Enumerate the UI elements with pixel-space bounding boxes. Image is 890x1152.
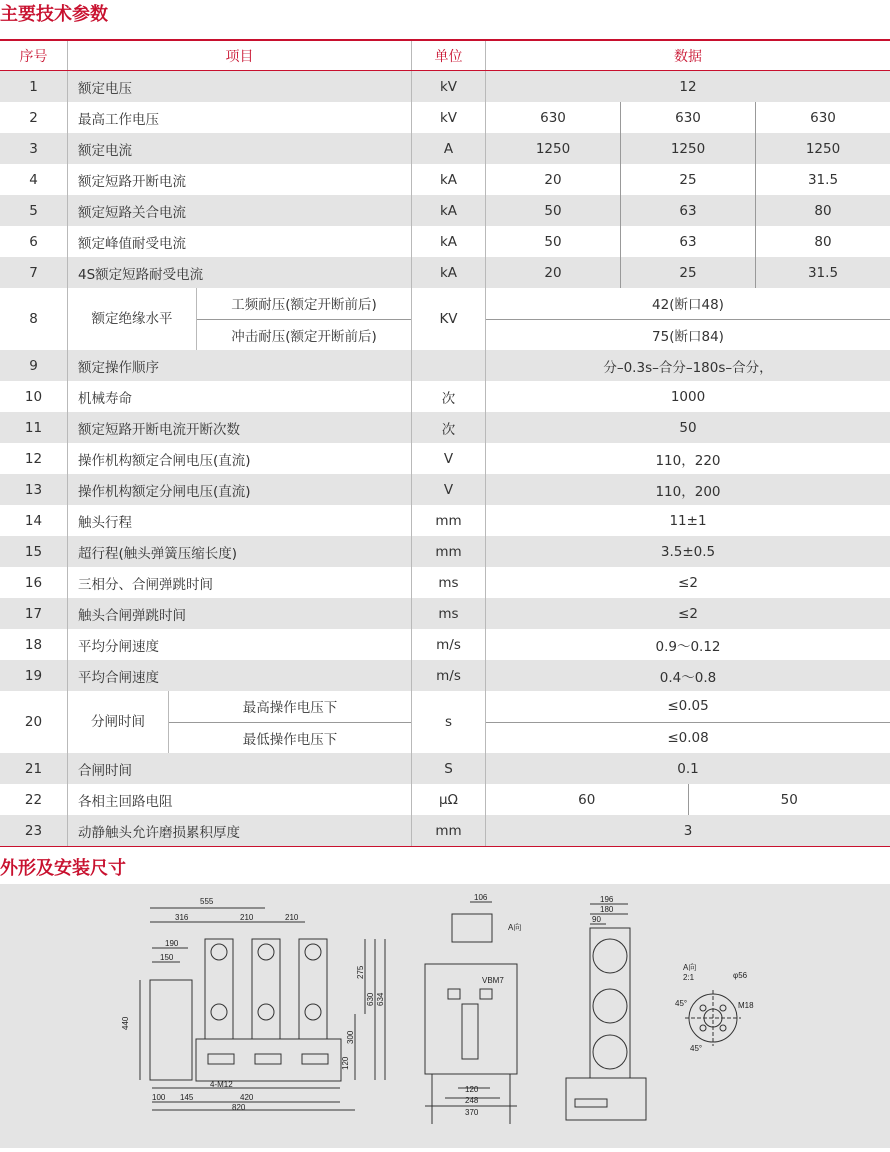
row-no: 4: [0, 164, 68, 195]
row-value: 31.5: [756, 164, 890, 195]
dim-label: 210: [240, 913, 254, 922]
dim-label: 106: [474, 893, 488, 902]
dim-label: M18: [738, 1001, 754, 1010]
row-data: [486, 257, 890, 288]
row-value: 1250: [621, 133, 756, 164]
row-value: 60: [486, 784, 689, 815]
row-value: 50: [486, 195, 621, 226]
row-value: 31.5: [756, 257, 890, 288]
row-sub-items: [197, 288, 411, 350]
header-item: 项目: [68, 41, 412, 70]
row-sub-item: 工频耐压(额定开断前后): [197, 288, 411, 320]
row-sub-item: 最高操作电压下: [169, 691, 411, 723]
row-unit: kA: [412, 164, 486, 195]
row-no: 11: [0, 412, 68, 443]
dim-label: 145: [180, 1093, 194, 1102]
row-unit: ms: [412, 567, 486, 598]
dim-label: 634: [376, 992, 385, 1006]
row-item: 机械寿命: [68, 381, 412, 412]
row-data: ≤2: [486, 598, 890, 629]
row-unit: kV: [412, 102, 486, 133]
dim-label: 420: [240, 1093, 254, 1102]
row-no: 1: [0, 71, 68, 102]
row-value: 25: [621, 257, 756, 288]
table-row: [0, 257, 890, 288]
row-value: 1250: [756, 133, 890, 164]
row-data: 0.1: [486, 753, 890, 784]
row-value: 20: [486, 164, 621, 195]
dim-label: 370: [465, 1108, 479, 1117]
row-value: 50: [689, 784, 890, 815]
row-item: 操作机构额定分闸电压(直流): [68, 474, 412, 505]
row-value: 42(断口48): [486, 288, 890, 320]
row-data: 110，200: [486, 474, 890, 505]
dim-label: 248: [465, 1096, 479, 1105]
row-no: 9: [0, 350, 68, 381]
dim-label: 275: [356, 965, 365, 979]
table-row: [0, 195, 890, 226]
row-item: 操作机构额定合闸电压(直流): [68, 443, 412, 474]
row-value: 50: [486, 226, 621, 257]
header-unit: 单位: [412, 41, 486, 70]
row-data: [486, 164, 890, 195]
table-header: [0, 41, 890, 71]
table-row: [0, 505, 890, 536]
row-group-label: 额定绝缘水平: [68, 288, 197, 350]
row-no: 23: [0, 815, 68, 846]
dim-label: 820: [232, 1103, 246, 1112]
row-no: 21: [0, 753, 68, 784]
row-no: 17: [0, 598, 68, 629]
row-value: 1250: [486, 133, 621, 164]
dimension-drawing-svg: [0, 884, 890, 1148]
row-item: 动静触头允许磨损累积厚度: [68, 815, 412, 846]
row-value: ≤0.05: [486, 691, 890, 723]
row-unit: 次: [412, 412, 486, 443]
table-row: [0, 443, 890, 474]
row-unit: μΩ: [412, 784, 486, 815]
section-title-dimensions: 外形及安装尺寸: [0, 854, 126, 880]
row-sub-item: 冲击耐压(额定开断前后): [197, 320, 411, 351]
scale-label: 2:1: [683, 973, 695, 982]
row-no: 3: [0, 133, 68, 164]
row-value: 80: [756, 195, 890, 226]
dim-label: 150: [160, 953, 174, 962]
table-row: [0, 474, 890, 505]
row-no: 8: [0, 288, 68, 350]
table-row: [0, 412, 890, 443]
dim-label: 45°: [690, 1044, 702, 1053]
row-unit: S: [412, 753, 486, 784]
table-row: [0, 598, 890, 629]
row-group-label: 分闸时间: [68, 691, 169, 753]
row-data: 1000: [486, 381, 890, 412]
row-no: 20: [0, 691, 68, 753]
row-no: 13: [0, 474, 68, 505]
row-no: 16: [0, 567, 68, 598]
row-no: 14: [0, 505, 68, 536]
table-row-insulation: [0, 288, 890, 350]
row-data: 0.9～0.12: [486, 629, 890, 660]
table-row: [0, 567, 890, 598]
row-data: 3: [486, 815, 890, 846]
row-data: 3.5±0.5: [486, 536, 890, 567]
row-unit: [412, 350, 486, 381]
row-value: 63: [621, 195, 756, 226]
dim-label: 210: [285, 913, 299, 922]
row-item: 触头合闸弹跳时间: [68, 598, 412, 629]
row-sub-items: [169, 691, 411, 753]
row-item: 额定峰值耐受电流: [68, 226, 412, 257]
row-unit: V: [412, 443, 486, 474]
row-data: [486, 288, 890, 350]
dim-label: 100: [152, 1093, 166, 1102]
row-item: 超行程(触头弹簧压缩长度): [68, 536, 412, 567]
table-row: [0, 536, 890, 567]
table-row: [0, 133, 890, 164]
table-row: [0, 350, 890, 381]
row-data: [486, 226, 890, 257]
row-data: ≤2: [486, 567, 890, 598]
table-row-opening-time: [0, 691, 890, 753]
row-unit: mm: [412, 536, 486, 567]
row-data: 50: [486, 412, 890, 443]
table-row: [0, 102, 890, 133]
row-no: 10: [0, 381, 68, 412]
header-no: 序号: [0, 41, 68, 70]
parameters-table: [0, 39, 890, 847]
dim-label: 555: [200, 897, 214, 906]
dim-label: φ56: [733, 971, 748, 980]
row-unit: 次: [412, 381, 486, 412]
row-item: 平均合闸速度: [68, 660, 412, 691]
row-no: 18: [0, 629, 68, 660]
row-no: 12: [0, 443, 68, 474]
dim-label: 180: [600, 905, 614, 914]
row-value: 630: [756, 102, 890, 133]
row-item: 平均分闸速度: [68, 629, 412, 660]
table-row: [0, 784, 890, 815]
row-data: 0.4～0.8: [486, 660, 890, 691]
row-no: 5: [0, 195, 68, 226]
dim-label: 120: [341, 1056, 350, 1070]
dim-label: 630: [366, 992, 375, 1006]
dim-label: 300: [346, 1030, 355, 1044]
row-data: [486, 195, 890, 226]
table-row: [0, 629, 890, 660]
table-row: [0, 753, 890, 784]
dim-label: 196: [600, 895, 614, 904]
dim-label: A向: [508, 922, 521, 932]
dim-label: 90: [592, 915, 601, 924]
dim-label: 190: [165, 939, 179, 948]
row-value: 630: [621, 102, 756, 133]
row-data: [486, 691, 890, 753]
dim-label: 45°: [675, 999, 687, 1008]
row-value: 80: [756, 226, 890, 257]
row-item: 触头行程: [68, 505, 412, 536]
row-data: 11±1: [486, 505, 890, 536]
table-row: [0, 815, 890, 846]
row-unit: m/s: [412, 660, 486, 691]
row-data: 12: [486, 71, 890, 102]
row-no: 7: [0, 257, 68, 288]
view-label: A向: [683, 962, 696, 972]
row-unit: mm: [412, 815, 486, 846]
row-data: [486, 133, 890, 164]
row-item: 额定电压: [68, 71, 412, 102]
row-item: 额定短路开断电流: [68, 164, 412, 195]
row-unit: A: [412, 133, 486, 164]
dim-label: 316: [175, 913, 189, 922]
dim-label: 4-M12: [210, 1080, 233, 1089]
table-row: [0, 660, 890, 691]
model-label: VBM7: [482, 976, 504, 985]
row-data: 110，220: [486, 443, 890, 474]
row-value: 20: [486, 257, 621, 288]
header-data: 数据: [486, 41, 890, 70]
row-value: 63: [621, 226, 756, 257]
row-value: 75(断口84): [486, 320, 890, 351]
row-data: [486, 784, 890, 815]
row-value: 25: [621, 164, 756, 195]
row-unit: kA: [412, 195, 486, 226]
row-unit: ms: [412, 598, 486, 629]
row-item: 额定操作顺序: [68, 350, 412, 381]
row-no: 22: [0, 784, 68, 815]
row-item: 三相分、合闸弹跳时间: [68, 567, 412, 598]
table-row: [0, 164, 890, 195]
row-unit: kA: [412, 226, 486, 257]
row-item: 额定电流: [68, 133, 412, 164]
row-item: 4S额定短路耐受电流: [68, 257, 412, 288]
row-item: 额定短路关合电流: [68, 195, 412, 226]
row-item-group: [68, 288, 412, 350]
dim-label: 440: [121, 1016, 130, 1030]
row-item-group: [68, 691, 412, 753]
table-row: [0, 226, 890, 257]
row-no: 15: [0, 536, 68, 567]
row-no: 2: [0, 102, 68, 133]
row-item: 额定短路开断电流开断次数: [68, 412, 412, 443]
dim-label: 120: [465, 1085, 479, 1094]
table-row: [0, 71, 890, 102]
row-no: 19: [0, 660, 68, 691]
row-value: 630: [486, 102, 621, 133]
row-no: 6: [0, 226, 68, 257]
row-value: ≤0.08: [486, 723, 890, 754]
row-unit: m/s: [412, 629, 486, 660]
row-unit: kV: [412, 71, 486, 102]
row-unit: s: [412, 691, 486, 753]
row-item: 合闸时间: [68, 753, 412, 784]
row-unit: KV: [412, 288, 486, 350]
row-item: 各相主回路电阻: [68, 784, 412, 815]
row-item: 最高工作电压: [68, 102, 412, 133]
row-unit: V: [412, 474, 486, 505]
row-unit: mm: [412, 505, 486, 536]
row-unit: kA: [412, 257, 486, 288]
dimension-drawing: [0, 884, 890, 1148]
table-row: [0, 381, 890, 412]
row-data: [486, 102, 890, 133]
row-sub-item: 最低操作电压下: [169, 723, 411, 754]
section-title-params: 主要技术参数: [0, 0, 108, 26]
row-data: 分–0.3s–合分–180s–合分，: [486, 350, 890, 381]
